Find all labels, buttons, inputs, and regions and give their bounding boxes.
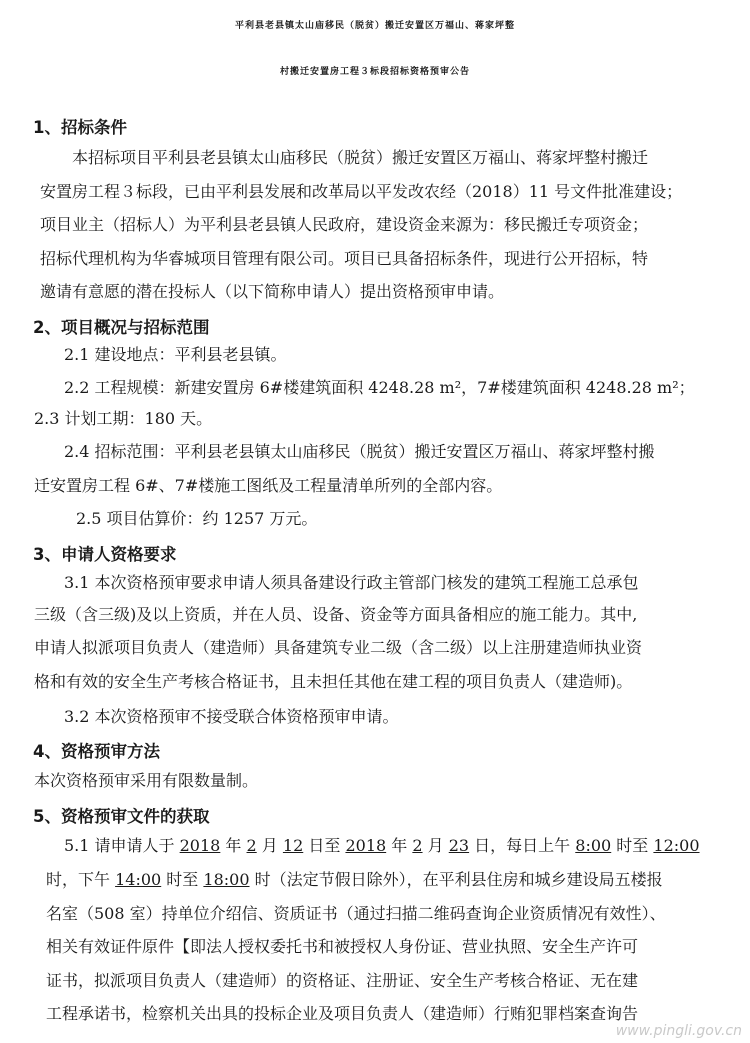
- section1-line: 项目业主（招标人）为平利县老县镇人民政府，建设资金来源为：移民搬迁专项资金；: [40, 215, 649, 234]
- section1-heading: 1、招标条件: [33, 118, 127, 137]
- section2-heading: 2、项目概况与招标范围: [33, 318, 210, 337]
- site-watermark: www.pingli.gov.cn: [615, 1023, 742, 1039]
- section5-line: 工程承诺书，检察机关出具的投标企业及项目负责人（建造师）行贿犯罪档案查询告: [46, 1004, 639, 1023]
- section3-heading: 3、申请人资格要求: [33, 545, 177, 564]
- section3-line: 格和有效的安全生产考核合格证书，且未担任其他在建工程的项目负责人（建造师)。: [34, 672, 633, 691]
- section2-line: 2.5 项目估算价：约 1257 万元。: [76, 509, 318, 528]
- section2-line: 2.1 建设地点：平利县老县镇。: [64, 345, 287, 364]
- section2-line: 迁安置房工程 6#、7#楼施工图纸及工程量清单所列的全部内容。: [34, 476, 503, 495]
- section5-line-dates: 5.1 请申请人于 2018 年 2 月 12 日至 2018 年 2 月 23 日，每日上午 8:00 时至 12:00: [64, 836, 700, 855]
- section1-line: 本招标项目平利县老县镇太山庙移民（脱贫）搬迁安置区万福山、蒋家坪整村搬迁: [72, 148, 649, 167]
- section2-line: 2.2 工程规模：新建安置房 6#楼建筑面积 4248.28 m²，7#楼建筑面积 4248.28 m²；: [64, 378, 695, 397]
- section5-heading: 5、资格预审文件的获取: [33, 807, 210, 826]
- section3-line: 3.2 本次资格预审不接受联合体资格预审申请。: [64, 707, 399, 726]
- section5-line-times: 时，下午 14:00 时至 18:00 时（法定节假日除外），在平利县住房和城乡建设局五楼报: [46, 870, 663, 889]
- notice-title-line1: 平利县老县镇太山庙移民（脱贫）搬迁安置区万福山、蒋家坪整: [234, 21, 515, 31]
- section3-line: 3.1 本次资格预审要求申请人须具备建设行政主管部门核发的建筑工程施工总承包: [64, 573, 639, 592]
- section3-line: 三级（含三级)及以上资质，并在人员、设备、资金等方面具备相应的施工能力。其中,: [34, 605, 638, 624]
- section2-line: 2.3 计划工期：180 天。: [34, 409, 213, 428]
- section1-line: 邀请有意愿的潜在投标人（以下简称申请人）提出资格预审申请。: [40, 282, 505, 301]
- section5-line: 相关有效证件原件【即法人授权委托书和被授权人身份证、营业执照、安全生产许可: [46, 937, 639, 956]
- section5-line: 证书，拟派项目负责人（建造师）的资格证、注册证、安全生产考核合格证、无在建: [46, 971, 639, 990]
- section3-line: 申请人拟派项目负责人（建造师）具备建筑专业二级（含二级）以上注册建造师执业资: [34, 638, 643, 657]
- section1-line: 安置房工程３标段，已由平利县发展和改革局以平发改农经（2018）11 号文件批准建设；: [40, 182, 683, 201]
- section2-line: 2.4 招标范围：平利县老县镇太山庙移民（脱贫）搬迁安置区万福山、蒋家坪整村搬: [64, 442, 655, 461]
- section5-line: 名室（508 室）持单位介绍信、资质证书（通过扫描二维码查询企业资质情况有效性）、: [46, 904, 666, 923]
- section1-line: 招标代理机构为华睿城项目管理有限公司。项目已具备招标条件，现进行公开招标，特: [40, 249, 649, 268]
- section4-line: 本次资格预审采用有限数量制。: [34, 771, 259, 790]
- notice-title-line2: 村搬迁安置房工程３标段招标资格预审公告: [279, 67, 470, 77]
- section4-heading: 4、资格预审方法: [33, 742, 160, 761]
